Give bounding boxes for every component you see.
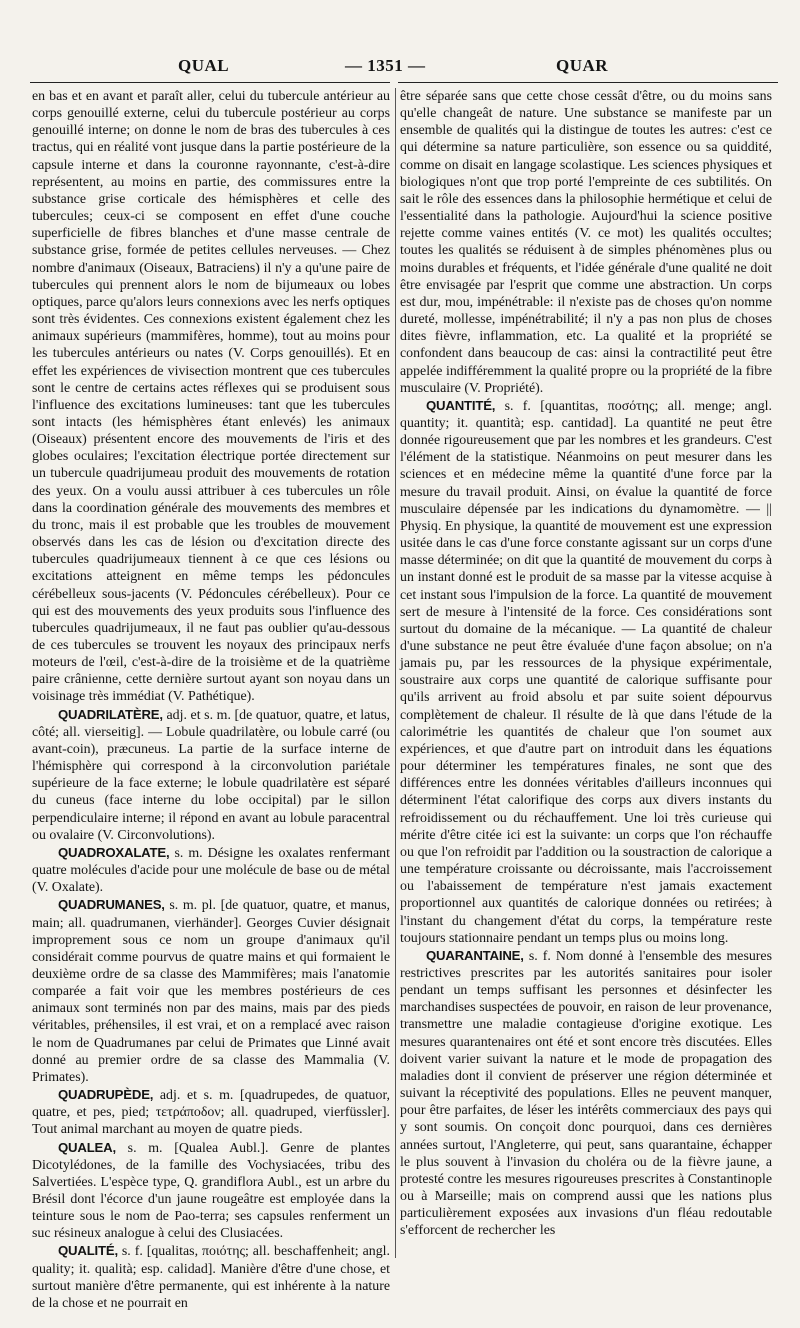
headword: QUALEA, xyxy=(58,1139,116,1155)
entry-quadroxalate xyxy=(32,844,390,896)
entry-quarantaine xyxy=(400,947,772,1240)
headword: QUARANTAINE, xyxy=(426,947,524,963)
headword: QUANTITÉ, xyxy=(426,397,496,413)
left-column xyxy=(32,88,390,1312)
entry-quadrilatere xyxy=(32,706,390,844)
entry-quantite xyxy=(400,397,772,947)
column-divider xyxy=(395,88,396,1258)
right-running-head: QUAR xyxy=(556,56,609,75)
headword: QUADRUMANES, xyxy=(58,897,165,913)
definition: adj. et s. m. [de quatuor, quatre, et latus, côté; all. vierseitig]. — Lobule quadrilatère, ou lobule carré (ou avant-coin), præcuneus. La partie de la surface interne de l'hémisphère qui correspond à la circonvolution pariétale supérieure de la face externe; le lobule quadrilatère est séparé du cuneus (face interne du lobe occipital) par le sillon perpendiculaire interne; il répond en avant au lobule paracentral ou ovalaire (V. Circonvolutions). xyxy=(32,707,390,843)
definition: s. f. [quantitas, ποσότης; all. menge; angl. quantity; it. quantità; esp. cantidad]. La quantité ne peut être donnée rigoureusement que par les nombres et les grandeurs. C'est l'élément de la statistique. Néanmoins on peut mesurer dans les sciences et en médecine même la quantité d'une force par la mesure du travail produit. Ainsi, on évalue la quantité de force musculaire dépensée par les indications du dynamomètre. — || Physiq. En physique, la quantité de mouvement est une expression usitée dans le cas d'une force constante agissant sur un corps d'une masse déterminée; on dit que la quantité de mouvement du corps à un instant donné est le produit de sa masse par la vitesse acquise à cet instant sous l'impulsion de la force. La quantité de mouvement sert de mesure à l'intensité de la force. Ces considérations sont surtout du domaine de la mécanique. — La quantité de chaleur d'une substance ne peut être évaluée d'une façon absolue; on n'a jamais pu, par les ressources de la physique expérimentale, soustraire aux corps une quantité de calorique suffisante pour qu'ils arrivent au froid absolu et par suite soient dépourvus complètement de chaleur. Il résulte de là que dans l'étude de la calorimétrie les quantités de chaleur que l'on soumet aux expériences, et que d'autre part on introduit dans les équations pour déterminer les températures finales, ne sont que des différences entre les données véritables d'ailleurs inconnues qui déterminent l'état calorifique des corps aux divers instants du refroidissement ou du réchauffement. Une loi très curieuse qui mérite d'être citée ici est la suivante: un corps que l'on réchauffe ou que l'on refroidit par l'addition ou la soustraction de calorique a une température croissante ou décroissante, mais l'accroissement ou l'abaissement de température n'est jamais exactement proportionnel aux quantités de calorique données ou retirées; à l'instant du changement d'état du corps, la température reste toujours stationnaire pendant un temps plus ou moins long. xyxy=(400,398,772,946)
headword: QUADRILATÈRE, xyxy=(58,706,163,722)
headword: QUADROXALATE, xyxy=(58,844,170,860)
header-rule-left xyxy=(30,82,390,83)
left-running-head: QUAL xyxy=(178,56,230,75)
entry-quadrupede xyxy=(32,1086,390,1138)
definition: s. m. [Qualea Aubl.]. Genre de plantes Dicotylédones, de la famille des Vochysiacées, tribu des Salvertiées. L'espèce type, Q. grandiflora Aubl., est un arbre du Brésil dont l'écorce d'un jaune rougeâtre est employée dans la teinture sous le nom de Pao-terra; ses capsules renferment un suc résineux analogue à celui des Clusiacées. xyxy=(32,1140,390,1242)
continued-text: être séparée sans que cette chose cessât d'être, ou du moins sans qu'elle changeât de nature. Une substance se manifeste par un ensemble de qualités qui la distingue de toutes les autres: c'est ce qui détermine sa nature particulière, son essence ou sa quiddité, comme on disait en langage scolastique. Les sciences physiques et biologiques n'ont que trop porté l'empreinte de ces subtilités. On sait le rôle des essences dans la philosophie hermétique et celui de l'essentialité dans la pathologie. Aujourd'hui la science positive rejette comme vaines entités (V. ce mot) les qualités occultes; toutes les qualités se réduisent à de simples phénomènes plus ou moins durables et fréquents, et l'idée générale d'une qualité ne doit être envisagée par l'esprit que comme une abstraction. Un corps est dur, mou, impénétrable: il n'existe pas de choses qu'on nomme dureté, mollesse, impénétrabilité; il n'y a pas non plus de choses dites fièvre, inflammation, etc. La qualité et la propriété se confondent dans beaucoup de cas: ainsi la contractilité peut être appelée indifféremment la qualité propre ou la propriété de la fibre musculaire (V. Propriété). xyxy=(400,89,772,396)
headword: QUALITÉ, xyxy=(58,1243,118,1259)
definition: adj. et s. m. [quadrupedes, de quatuor, quatre, et pes, pied; τετράποδον; all. quadruped, vierfüssler]. Tout animal marchant au moyen de quatre pieds. xyxy=(32,1088,390,1138)
entry-qualea xyxy=(32,1139,390,1243)
page-number: — 1351 — xyxy=(345,56,426,75)
entry-quadrumanes xyxy=(32,896,390,1086)
definition: s. f. [qualitas, ποιότης; all. beschaffenheit; angl. quality; it. qualità; esp. calidad]. Manière d'être d'une chose, et surtout manière d'être permanente, qui est inhérente à la nature de la chose et ne pourrait en xyxy=(32,1244,390,1311)
entry-qualite xyxy=(32,1242,390,1312)
definition: s. m. Désigne les oxalates renfermant quatre molécules d'acide pour une molécule de base ou de métal (V. Oxalate). xyxy=(32,845,390,896)
continued-text: en bas et en avant et paraît aller, celui du tubercule antérieur au corps genouillé externe, celui du tubercule postérieur au corps genouillé interne; on donne le nom de bras des tubercules à ces tractus, qui en réalité vont jusque dans la partie postérieure de la capsule interne et dans la couronne rayonnante, c'est-à-dire représentent, au moins en partie, des commissures entre la substance grise corticale des hémisphères et celle des tubercules; ceux-ci se composent en effet d'une couche superficielle de fibres blanches et d'une masse centrale de substance grise, formée de petites cellules nerveuses. — Chez nombre d'animaux (Oiseaux, Batraciens) il n'y a qu'une paire de tubercules qui prennent alors le nom de bijumeaux ou lobes optiques, parce qu'alors leurs connexions avec les nerfs optiques sont très évidentes. Ces connexions existent également chez les animaux supérieurs (mammifères, homme), tout au moins pour les tubercules antérieurs ou nates (V. Corps genouillés). Et en effet les expériences de vivisection montrent que ces tubercules sont le centre de certains actes réflexes qui se produisent sous l'influence des excitations lumineuses: tant que les tubercules sont intacts (les hémisphères étant enlevés) les animaux (Oiseaux) présentent encore des mouvements de l'iris et des globes oculaires; l'excitation électrique portée directement sur un tubercule quadrijumeau produit des mouvements de rotation des yeux. On a voulu aussi attribuer à ces tubercules un rôle dans la coordination générale des mouvements des membres et du tronc, mais il est probable que les troubles de mouvement observés dans les cas de lésion ou d'excitation directe des tubercules quadrijumeaux tiennent à ce que ces lésions ou excitations atteignent en même temps les pédoncules cérébelleux sous-jacents (V. Pédoncules cérébelleux). Pour ce qui est des mouvements des yeux produits sous l'influence des tubercules quadrijumeaux, il ne faut pas oublier qu'au-dessous de ces tubercules se trouvent les noyaux des principaux nerfs moteurs de l'œil, c'est-à-dire de la troisième et de la quatrième paire crânienne, cette dernière surtout ayant son noyau dans un voisinage très immédiat (V. Pathétique). xyxy=(32,89,390,705)
definition: s. m. pl. [de quatuor, quatre, et manus, main; all. quadrumanen, vierhänder]. Georges Cuvier désignait improprement sous ce nom un groupe d'animaux qu'il considérait comme pourvus de quatre mains et qui formaient le deuxième ordre de sa classe des Mammifères; mais l'anatomie comparée a fait voir que les membres postérieurs de ces animaux sont terminés non par des mains, mais par des pieds véritables, préhensiles, il est vrai, et on a remplacé avec raison le nom de Quadrumanes par celui de Primates que Linné avait donné au premier ordre de sa classe des Mammalia (V. Primates). xyxy=(32,898,390,1085)
header-rule-right xyxy=(398,82,778,83)
definition: s. f. Nom donné à l'ensemble des mesures restrictives prescrites par les autorités sanitaires pour isoler pendant un temps suffisant les personnes et désinfecter les marchandises suspectées de pouvoir, en raison de leur provenance, transmettre une maladie contagieuse d'origine exotique. Les mesures quarantenaires ont été et sont encore très discutées. Elles doivent varier suivant la nature et le mode de propagation des maladies dont il convient de préserver une région déterminée et suivant la réceptivité des populations. Elles ne peuvent manquer, pour être parfaites, de léser les intérêts commerciaux des pays qui y sont soumis. On conçoit donc pourquoi, dans ces dernières années surtout, l'Angleterre, qui peut, sans quarantaine, échapper le plus souvent à l'invasion du choléra ou de la fièvre jaune, a protesté contre les mesures rigoureuses prescrites à Constantinople ou à Marseille; mais on comprend aussi que les nations plus particulièrement exposées aux invasions d'un fléau redoutable s'efforcent de rechercher les xyxy=(400,948,772,1239)
headword: QUADRUPÈDE, xyxy=(58,1087,154,1103)
page-header xyxy=(0,56,800,82)
right-column xyxy=(400,88,772,1239)
